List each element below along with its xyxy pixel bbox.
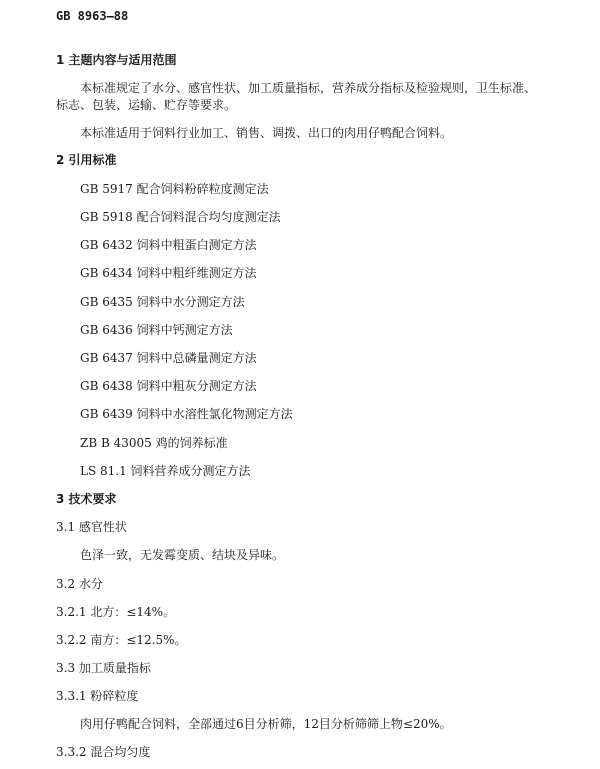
reference-item: LS 81.1 饲料营养成分测定方法 [80,464,251,478]
subsection-3-3-1-title: 3.3.1 粉碎粒度 [56,689,139,703]
reference-item: GB 6439 饲料中水溶性氯化物测定方法 [80,407,293,421]
subsection-3-3-1-text: 肉用仔鸭配合饲料，全部通过6目分析筛，12目分析筛筛上物≤20%。 [80,717,452,731]
reference-item: GB 6432 饲料中粗蛋白测定方法 [80,238,257,252]
reference-item: GB 5918 配合饲料混合均匀度测定法 [80,210,281,224]
reference-item: GB 6435 饲料中水分测定方法 [80,295,245,309]
subsection-3-2-1: 3.2.1 北方：≤14%。 [56,605,176,619]
subsection-3-2-title: 3.2 水分 [56,577,103,591]
subsection-3-3-2-title: 3.3.2 混合均匀度 [56,745,151,759]
reference-item: GB 6434 饲料中粗纤维测定方法 [80,266,257,280]
reference-item: GB 6437 饲料中总磷量测定方法 [80,351,257,365]
subsection-3-1-text: 色泽一致，无发霉变质、结块及异味。 [80,548,285,562]
subsection-3-2-2: 3.2.2 南方：≤12.5%。 [56,633,187,647]
section-1-paragraph-1-line-1: 本标准规定了水分、感官性状、加工质量指标，营养成分指标及检验规则，卫生标准、 [80,81,537,95]
reference-item: GB 5917 配合饲料粉碎粒度测定法 [80,182,269,196]
section-2-title: 2 引用标准 [56,153,117,167]
reference-item: GB 6438 饲料中粗灰分测定方法 [80,379,257,393]
reference-item: ZB B 43005 鸡的饲养标准 [80,436,228,450]
subsection-3-3-title: 3.3 加工质量指标 [56,661,151,675]
standard-code-header: GB 8963—88 [56,9,129,23]
section-1-paragraph-2: 本标准适用于饲料行业加工、销售、调拨、出口的肉用仔鸭配合饲料。 [80,126,453,140]
reference-item: GB 6436 饲料中钙测定方法 [80,323,233,337]
section-3-title: 3 技术要求 [56,492,117,506]
section-1-title: 1 主题内容与适用范围 [56,53,177,67]
section-1-paragraph-1-line-2: 标志、包装、运输、贮存等要求。 [56,98,237,112]
subsection-3-1-title: 3.1 感官性状 [56,520,127,534]
